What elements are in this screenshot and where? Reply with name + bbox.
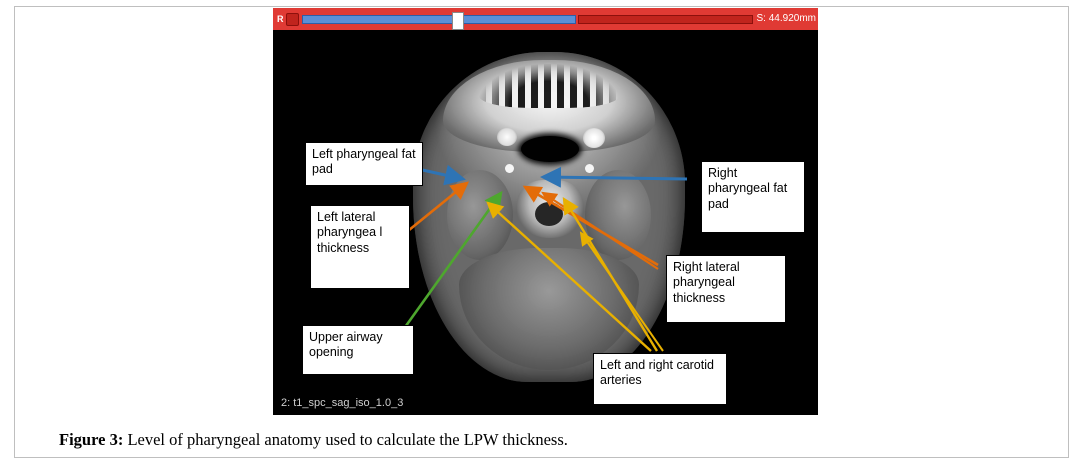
slice-slider-bar[interactable] [273, 8, 818, 30]
left-lateral-pharyngeal-wall-region [447, 170, 513, 260]
left-carotid-artery-region [505, 164, 514, 173]
callout-left-and-right-carotid-arteries: Left and right carotid arteries [593, 353, 727, 405]
series-description-label: 2: t1_spc_sag_iso_1.0_3 [281, 397, 404, 409]
figure-caption-label: Figure 3: [59, 430, 124, 449]
orientation-label: R [277, 13, 284, 24]
callout-left-lateral-pharyngeal-thickness: Left lateral pharyngea l thickness [310, 205, 410, 289]
callout-upper-airway-opening: Upper airway opening [302, 325, 414, 375]
axial-head-anatomy [413, 52, 685, 382]
posterior-neck-region [459, 248, 639, 370]
callout-right-lateral-pharyngeal-thickness: Right lateral pharyngeal thickness [666, 255, 786, 323]
upper-airway-region [521, 136, 579, 162]
figure-caption [59, 429, 1039, 450]
right-carotid-artery-region [585, 164, 594, 173]
slider-left-handle[interactable] [286, 13, 299, 26]
callout-right-pharyngeal-fat-pad: Right pharyngeal fat pad [701, 161, 805, 233]
right-pharyngeal-fat-pad-region [583, 128, 605, 148]
right-lateral-pharyngeal-wall-region [585, 170, 651, 260]
callout-left-pharyngeal-fat-pad: Left pharyngeal fat pad [305, 142, 423, 186]
left-pharyngeal-fat-pad-region [497, 128, 517, 146]
spinal-cord-region [535, 202, 563, 226]
slice-position-label: S: 44.920mm [756, 13, 816, 24]
slider-track-right[interactable] [578, 15, 753, 24]
figure-frame [14, 6, 1069, 458]
slider-track[interactable] [302, 15, 576, 24]
figure-caption-text: Level of pharyngeal anatomy used to calculate the LPW thickness. [123, 430, 568, 449]
